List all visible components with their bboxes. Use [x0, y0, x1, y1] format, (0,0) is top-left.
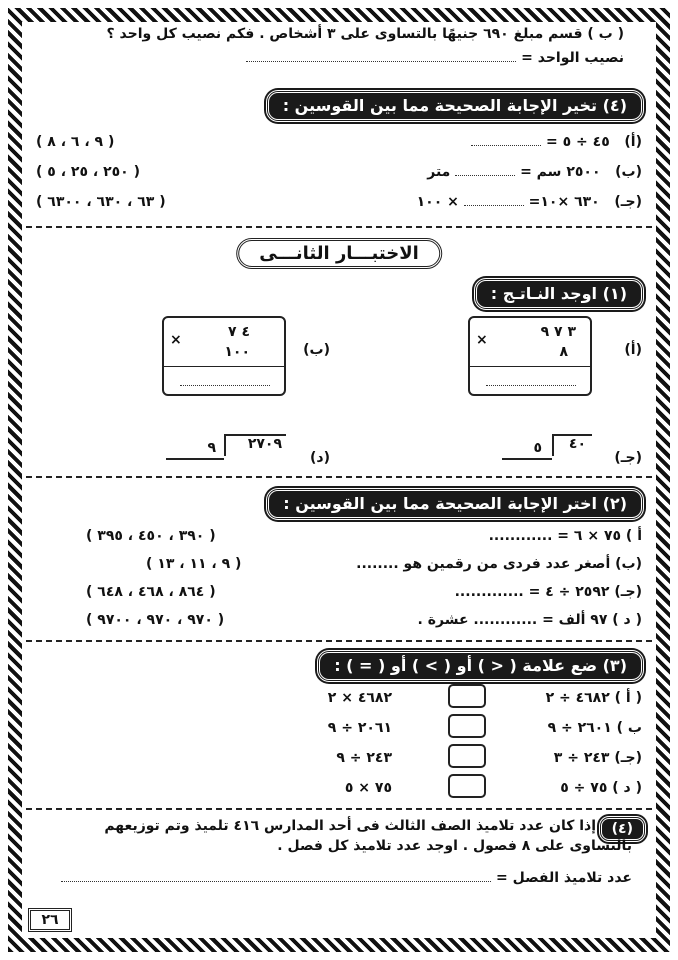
- q3-row-a-left: ٤٦٨٢ × ٢: [327, 690, 392, 706]
- q2-row-b-options: ( ٩ ، ١١ ، ١٣ ): [146, 556, 242, 572]
- q1-c-dividend: ٤٠: [568, 436, 586, 452]
- division-bracket: [552, 434, 554, 456]
- q1-b-line: [164, 366, 284, 367]
- s4-row-b: [427, 164, 642, 180]
- q1-a-top: ٣ ٧ ٩: [540, 324, 576, 340]
- q1-b-mul: ١٠٠: [224, 344, 250, 360]
- q2-header: (٢) اختر الإجابة الصحيحة مما بين القوسين :: [266, 488, 644, 520]
- q1-a-answer[interactable]: [486, 374, 576, 386]
- q1-d-dividend: ٢٧٠٩: [247, 436, 282, 452]
- q1-c-label: (جـ): [614, 450, 642, 466]
- q1-a-box: [468, 316, 592, 396]
- s4-row-c-expr: ٦٣٠ ×١٠=: [523, 194, 600, 210]
- q3-row-d-box[interactable]: [448, 774, 486, 798]
- q1-d-label: (د): [310, 450, 330, 466]
- q1-b-label: (ب): [303, 342, 330, 358]
- q3-row-c-left: ٢٤٣ ÷ ٩: [336, 750, 392, 766]
- part-b-question: ( ب ) قسم مبلغ ٦٩٠ جنيهًا بالتساوى على ٣ أشخاص . فكم نصيب كل واحد ؟: [106, 26, 624, 42]
- q3-row-a-box[interactable]: [448, 684, 486, 708]
- s4-row-a-options: ( ٩ ، ٦ ، ٨ ): [36, 134, 115, 150]
- s4-row-b-options: ( ٢٥٠ ، ٢٥ ، ٥ ): [36, 164, 140, 180]
- q2-row-a: أ ) ٧٥ × ٦ = ............: [488, 528, 642, 544]
- q1-a-line: [470, 366, 590, 367]
- q1-d-divisor: ٩: [207, 440, 216, 456]
- q2-row-d-options: ( ٩٧٠ ، ٩٧٠ ، ٩٧٠٠ ): [86, 612, 225, 628]
- q3-row-c-right: (جـ) ٢٤٣ ÷ ٣: [553, 750, 642, 766]
- q3-row-b-right: ب ) ٢٦٠١ ÷ ٩: [547, 720, 642, 736]
- s4-row-c-expr2: × ١٠٠: [416, 194, 459, 210]
- q4-line1: إذا كان عدد تلاميذ الصف الثالث فى أحد المدارس ٤١٦ تلميذ وتم توزيعهم: [104, 818, 596, 834]
- q3-row-d-right: ( د ) ٧٥ ÷ ٥: [560, 780, 642, 796]
- s4-row-c-label: (جـ): [614, 194, 642, 210]
- separator: [26, 476, 652, 478]
- q2-row-d: ( د ) ٩٧ ألف = ............ عشرة .: [417, 612, 642, 628]
- q3-row-b-box[interactable]: [448, 714, 486, 738]
- s4-row-a-blank[interactable]: [471, 134, 541, 146]
- q2-row-c-options: ( ٨٦٤ ، ٤٦٨ ، ٦٤٨ ): [86, 584, 216, 600]
- part-b-answer: [246, 50, 624, 66]
- s4-row-b-blank[interactable]: [455, 164, 515, 176]
- q2-row-a-options: ( ٣٩٠ ، ٤٥٠ ، ٣٩٥ ): [86, 528, 216, 544]
- s4-row-a: [471, 134, 642, 150]
- q1-header: (١) اوجد النـاتـج :: [474, 278, 644, 310]
- s4-row-a-expr: ٤٥ ÷ ٥ =: [546, 134, 610, 150]
- s4-row-c: [417, 194, 642, 210]
- q4-answer: [61, 870, 632, 886]
- q1-c-division: [502, 430, 592, 460]
- section4-header: (٤) تخير الإجابة الصحيحة مما بين القوسين :: [266, 90, 644, 122]
- q4-number: (٤): [599, 816, 646, 842]
- times-icon: ×: [476, 332, 488, 348]
- part-b-answer-label: نصيب الواحد =: [521, 50, 624, 66]
- q2-row-c: (جـ) ٢٥٩٢ ÷ ٤ = .............: [454, 584, 642, 600]
- s4-row-b-unit: متر: [427, 164, 451, 180]
- q1-c-answer-line[interactable]: [502, 458, 552, 460]
- q2-row-b: (ب) أصغر عدد فردى من رقمين هو ........: [356, 556, 642, 572]
- q1-a-mul: ٨: [559, 344, 568, 360]
- s4-row-c-blank[interactable]: [464, 194, 524, 206]
- s4-row-b-label: (ب): [615, 164, 642, 180]
- q1-a-label: (أ): [624, 342, 642, 358]
- q1-d-division: [166, 430, 286, 460]
- division-bar: [554, 434, 592, 436]
- q1-b-box: [162, 316, 286, 396]
- separator: [26, 226, 652, 228]
- q1-b-top: ٤ ٧: [228, 324, 250, 340]
- s4-row-b-expr: ٢٥٠٠ سم =: [520, 164, 601, 180]
- q4-answer-blank[interactable]: [61, 870, 491, 882]
- page-number: ٢٦: [28, 908, 72, 932]
- separator: [26, 640, 652, 642]
- q4-line2: بالتساوى على ٨ فصول . اوجد عدد تلاميذ كل فصل .: [277, 838, 632, 854]
- q3-row-b-left: ٢٠٦١ ÷ ٩: [327, 720, 392, 736]
- division-bracket: [224, 434, 226, 456]
- division-bar: [226, 434, 286, 436]
- s4-row-c-options: ( ٦٣ ، ٦٣٠ ، ٦٣٠٠ ): [36, 194, 166, 210]
- separator: [26, 808, 652, 810]
- s4-row-a-label: (أ): [624, 134, 642, 150]
- q3-header: (٣) ضع علامة ( < ) أو ( > ) أو ( = ) :: [317, 650, 644, 682]
- answer-blank[interactable]: [246, 50, 516, 62]
- times-icon: ×: [170, 332, 182, 348]
- q1-b-answer[interactable]: [180, 374, 270, 386]
- q3-row-c-box[interactable]: [448, 744, 486, 768]
- q3-row-d-left: ٧٥ × ٥: [344, 780, 392, 796]
- test-title: الاختبـــار الثانـــى: [236, 238, 442, 269]
- q1-c-divisor: ٥: [533, 440, 542, 456]
- worksheet-page: [26, 26, 652, 934]
- q1-d-answer-line[interactable]: [166, 458, 224, 460]
- q4-answer-label: عدد تلاميذ الفصل =: [496, 870, 632, 886]
- q3-row-a-right: ( أ ) ٤٦٨٢ ÷ ٢: [545, 690, 642, 706]
